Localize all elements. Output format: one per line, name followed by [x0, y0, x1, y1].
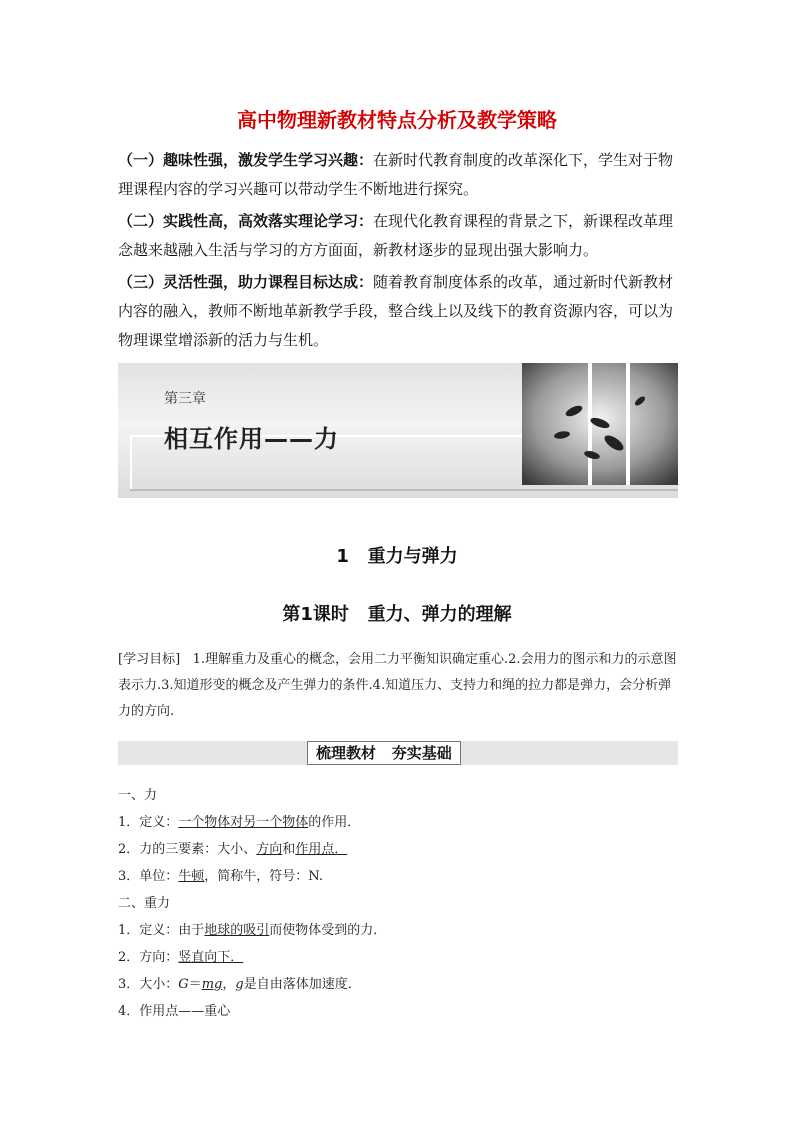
gravity-magnitude: 3．大小：G＝mg，g是自由落体加速度．	[118, 977, 361, 992]
banner-divider	[130, 489, 678, 491]
gravity-definition: 1．定义：由于地球的吸引而使物体受到的力．	[118, 923, 387, 938]
section-heading: 1 重力与弹力	[336, 546, 458, 567]
intro-item-2: （二）实践性高，高效落实理论学习：在现代化教育课程的背景之下，新课程改革理念越来越融入生活与学习的方方面面，新教材逐步的显现出强大影响力。	[118, 212, 674, 259]
learning-goals: [学习目标] 1.理解重力及重心的概念，会用二力平衡知识确定重心.2.会用力的图示和力的示意图表示力.3.知道形变的概念及产生弹力的条件.4.知道压力、支持力和绳的拉力都是弹力，会分析弹力的方向.	[118, 652, 677, 719]
chapter-number: 第三章	[164, 391, 206, 407]
gravity-direction: 2．方向：竖直向下．	[118, 950, 244, 965]
lesson-heading: 第1课时 重力、弹力的理解	[282, 604, 512, 625]
intro-block	[118, 146, 678, 358]
force-unit: 3．单位：牛顿，简称牛，符号：N.	[118, 869, 323, 884]
heading-gravity: 二、重力	[118, 896, 171, 911]
skydivers-photo	[522, 363, 678, 485]
gravity-center: 4．作用点——重心	[118, 1004, 231, 1019]
section-bar	[118, 741, 678, 765]
intro-item-1: （一）趣味性强，激发学生学习兴趣：在新时代教育制度的改革深化下，学生对于物理课程内容的学习兴趣可以带动学生不断地进行探究。	[118, 151, 674, 198]
chapter-banner	[118, 363, 678, 498]
intro-item-3: （三）灵活性强，助力课程目标达成：随着教育制度体系的改革，通过新时代新教材内容的融入，教师不断地革新教学手段，整合线上以及线下的教育资源内容，可以为物理课堂增添新的活力与生机。	[118, 273, 674, 349]
chapter-title: 相互作用——力	[164, 425, 339, 453]
page-title: 高中物理新教材特点分析及教学策略	[237, 108, 557, 132]
force-three-elements: 2．力的三要素：大小、方向和作用点．	[118, 842, 348, 857]
section-bar-label: 梳理教材 夯实基础	[307, 741, 461, 765]
heading-force: 一、力	[118, 788, 158, 803]
force-definition: 1．定义：一个物体对另一个物体的作用．	[118, 815, 361, 830]
goals-tag: [学习目标]	[118, 652, 181, 667]
